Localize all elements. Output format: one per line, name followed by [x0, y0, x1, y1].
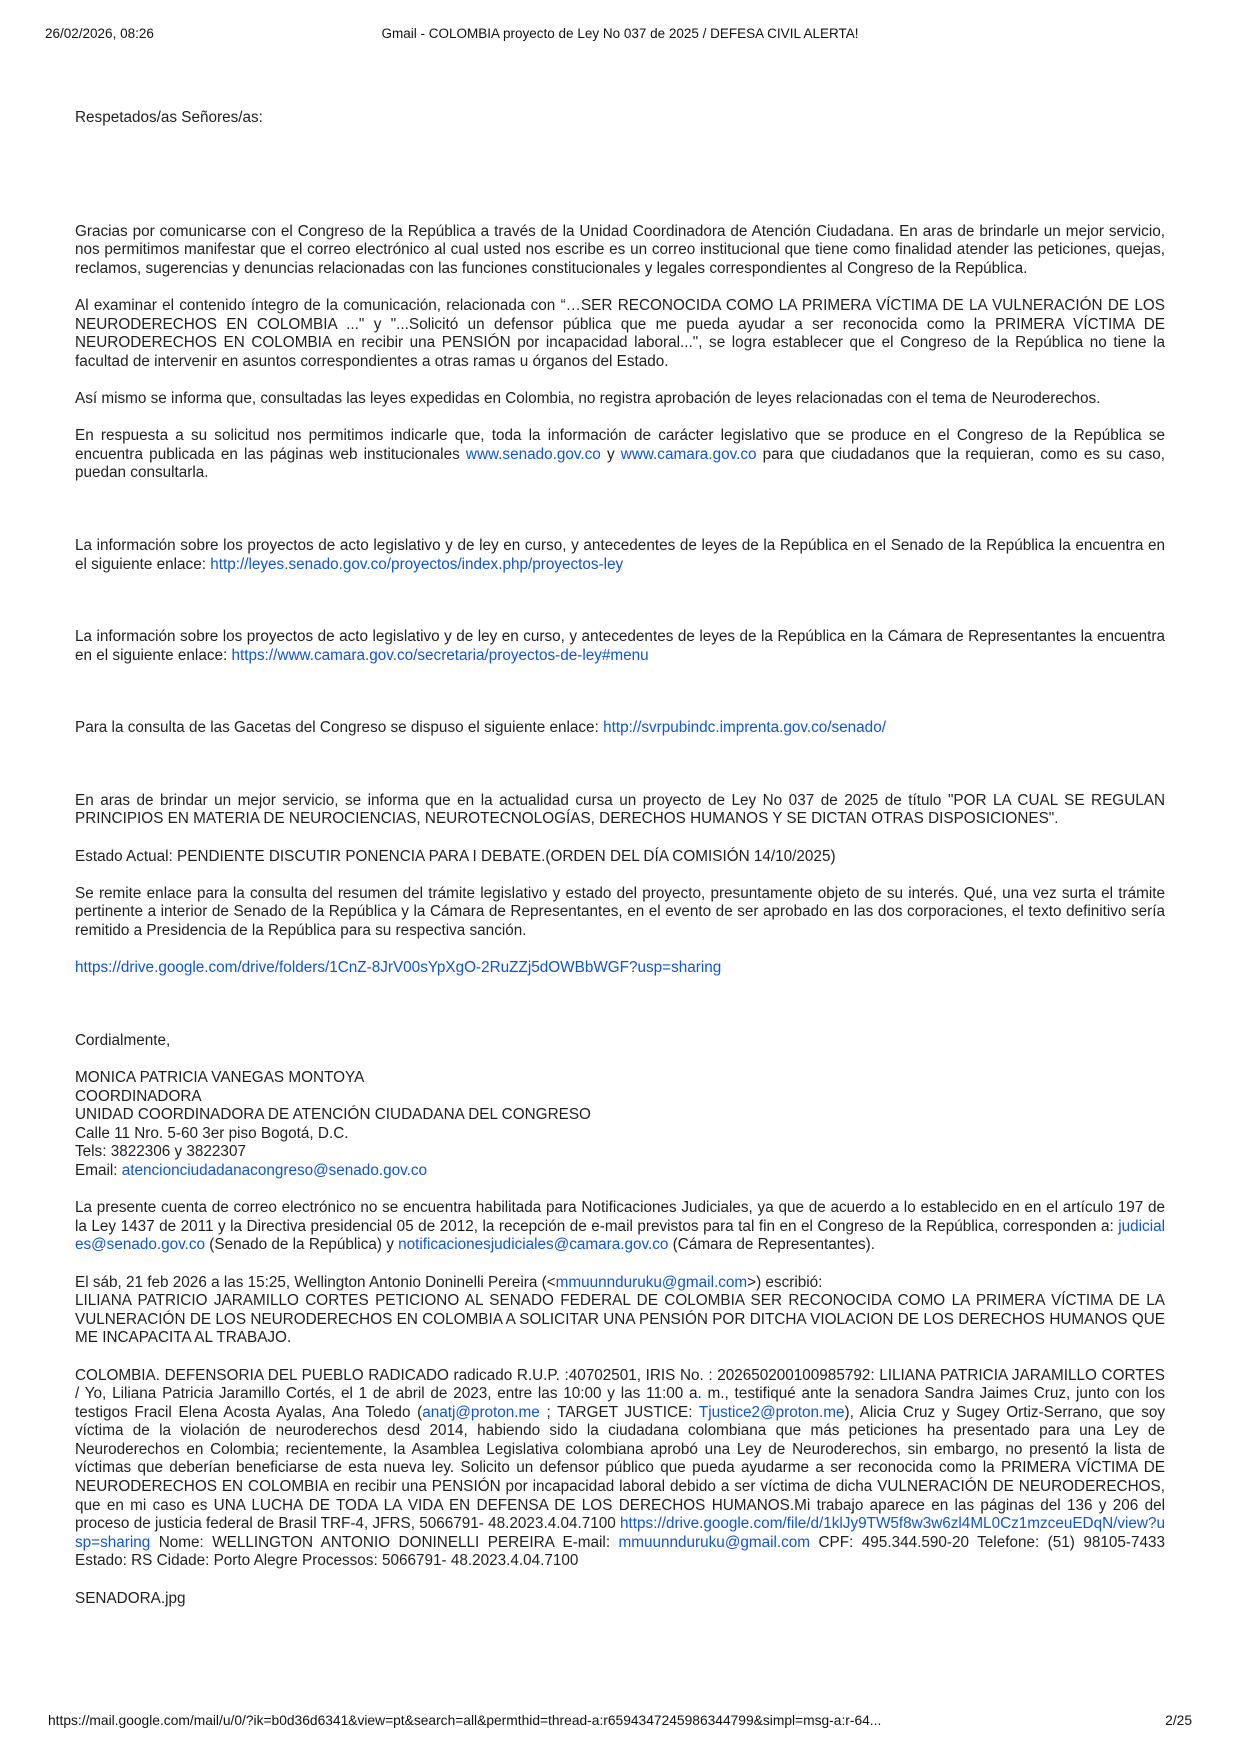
print-header [0, 26, 1240, 41]
closing-paragraph: Cordialmente, [75, 1031, 171, 1049]
analysis-paragraph: Al examinar el contenido íntegro de la comunicación, relacionada con “…SER RECONOCIDA COMO LA PRIMERA VÍCTIMA DE LA VULNERACIÓN DE LOS NEURODERECHOS EN COLOMBIA ..." y "...Solicitó un defensor pública que me pueda ayudar a ser reconocida como la PRIMERA VÍCTIMA DE NEURODERECHOS EN COLOMBIA en recibir una PENSIÓN por incapacidad laboral...", se logra establecer que el Congreso de la República no tiene la facultad de intervenir en asuntos correspondientes a otras ramas u órganos del Estado. [75, 296, 1165, 370]
camara-proyectos-link[interactable]: https://www.camara.gov.co/secretaria/proyectos-de-ley#menu [231, 646, 649, 664]
leyes-consultadas-paragraph: Así mismo se informa que, consultadas las leyes expedidas en Colombia, no registra aprobación de leyes relacionadas con el tema de Neuroderechos. [75, 389, 1101, 407]
sender-email-link[interactable]: mmuunnduruku@gmail.com [555, 1273, 748, 1291]
info-senado-paragraph: La información sobre los proyectos de acto legislativo y de ley en curso, y antecedentes de leyes de la República en el Senado de la República la encuentra en el siguiente enlace: http://leyes.senado.gov.co/proyectos/index.php/proyectos-ley [75, 536, 1165, 573]
print-footer [0, 1713, 1240, 1728]
gacetas-link[interactable]: http://svrpubindc.imprenta.gov.co/senado/ [603, 719, 886, 737]
reply-subject-paragraph: LILIANA PATRICIO JARAMILLO CORTES PETICIONO AL SENADO FEDERAL DE COLOMBIA SER RECONOCIDA COMO LA PRIMERA VÍCTIMA DE LA VULNERACIÓN DE LOS NEURODERECHOS EN COLOMBIA A SOLICITAR UNA PENSIÓN POR DITCHA VIOLACION DE LOS DERECHOS HUMANOS QUE ME INCAPACITA AL TRABAJO. [75, 1292, 1165, 1347]
page-number: 2/25 [1165, 1713, 1192, 1728]
notificaciones-judiciales-email-link[interactable]: notificacionesjudiciales@camara.gov.co [398, 1236, 669, 1254]
info-camara-paragraph: La información sobre los proyectos de acto legislativo y de ley en curso, y antecedentes de leyes de la República en la Cámara de Representantes la encuentra en el siguiente enlace: https://www.camara.gov.co/secretaria/proyectos-de-ley#menu [75, 628, 1165, 664]
intro-paragraph: Gracias por comunicarse con el Congreso de la República a través de la Unidad Coordinadora de Atención Ciudadana. En aras de brindarle un mejor servicio, nos permitimos manifestar que el correo electrónico al cual usted nos escribe es un correo institucional que tiene como finalidad atender las peticiones, quejas, reclamos, sugerencias y denuncias relacionadas con las funciones constitucionales y legales correspondientes al Congreso de la República. [75, 222, 1165, 277]
drive-folder-link[interactable]: https://drive.google.com/drive/folders/1CnZ-8JrV00sYpXgO-2RuZZj5dOWBbWGF?usp=sharing [75, 959, 722, 977]
reply-body-paragraph: COLOMBIA. DEFENSORIA DEL PUEBLO RADICADO radicado R.U.P. :40702501, IRIS No. : 202650200100985792: LILIANA PATRICIA JARAMILLO CORTES / Yo, Liliana Patricia Jaramillo Cortés, el 1 de abril de 2023, entre las 10:00 y las 11:00 a. m., testifiqué ante la senadora Sandra Jaimes Cruz, junto con los testigos Fracil Elena Acosta Ayalas, Ana Toledo (anatj@proton.me ; TARGET JUSTICE: Tjustice2@proton.me), Alicia Cruz y Sugey Ortiz-Serrano, que soy víctima de la violación de neuroderechos desd 2014, habiendo sido la ciudadana colombiana que más peticiones ha presentado para una Ley de Neuroderechos en Colombia; recientemente, la Asamblea Legislativa colombiana aprobó una Ley de Neuroderechos, sin embargo, no presentó la lista de víctimas que deberían beneficiarse de esta nueva ley. Solicito un defensor público que pueda ayudarme a ser reconocida como la PRIMERA VÍCTIMA DE NEURODERECHOS EN COLOMBIA en recibir una PENSIÓN por incapacidad laboral debido a ser víctima de dicha VULNERACIÓN DE NEURODERECHOS, que en mi caso es UNA LUCHA DE TODA LA VIDA EN DEFENSA DE LOS DERECHOS HUMANOS.Mi trabajo aparece en las páginas del 136 y 206 del proceso de justicia federal de Brasil TRF-4, JFRS, 5066791- 48.2023.4.04.7100 https://drive.google.com/file/d/1klJy9TW5f8w3w6zl4ML0Cz1mzceuEDqN/view?usp=sharing Nome: WELLINGTON ANTONIO DONINELLI PEREIRA E-mail: mmuunnduruku@gmail.com CPF: 495.344.590-20 Telefone: (51) 98105-7433 Estado: RS Cidade: Porto Alegre Processos: 5066791- 48.2023.4.04.7100 [75, 1366, 1165, 1570]
signature-block: MONICA PATRICIA VANEGAS MONTOYA COORDINADORA UNIDAD COORDINADORA DE ATENCIÓN CIUDADANA DEL CONGRESO Calle 11 Nro. 5-60 3er piso Bogotá, D.C. Tels: 3822306 y 3822307 Email: atencionciudadanacongreso@senado.gov.co [75, 1069, 591, 1179]
footer-url: https://mail.google.com/mail/u/0/?ik=b0d36d6341&view=pt&search=all&permthid=thread-a:r6594347245986344799&simpl=msg-a:r-64... [48, 1713, 882, 1728]
proyecto-ley-paragraph: En aras de brindar un mejor servicio, se informa que en la actualidad cursa un proyecto de Ley No 037 de 2025 de título "POR LA CUAL SE REGULAN PRINCIPIOS EN MATERIA DE NEUROCIENCIAS, NEUROTECNOLOGÍAS, DERECHOS HUMANOS Y SE DICTAN OTRAS DISPOSICIONES". [75, 791, 1165, 828]
estado-actual-paragraph: Estado Actual: PENDIENTE DISCUTIR PONENCIA PARA I DEBATE.(ORDEN DEL DÍA COMISIÓN 14/10/2025) [75, 847, 836, 865]
drive-folder-paragraph [75, 959, 1165, 978]
sender-email-link-2[interactable]: mmuunnduruku@gmail.com [618, 1533, 811, 1551]
camara-website-link[interactable]: www.camara.gov.co [620, 445, 757, 463]
reply-header: El sáb, 21 feb 2026 a las 15:25, Wellington Antonio Doninelli Pereira (<mmuunnduruku@gmail.com>) escribió: [75, 1273, 823, 1291]
anatj-email-link[interactable]: anatj@proton.me [422, 1403, 540, 1421]
atencion-email-link[interactable]: atencionciudadanacongreso@senado.gov.co [121, 1161, 428, 1179]
senado-proyectos-link[interactable]: http://leyes.senado.gov.co/proyectos/index.php/proyectos-ley [210, 555, 624, 573]
respuesta-paragraph: En respuesta a su solicitud nos permitimos indicarle que, toda la información de carácter legislativo que se produce en el Congreso de la República se encuentra publicada en las páginas web institucionales www.senado.gov.co y www.camara.gov.co para que ciudadanos que la requieran, como es su caso, puedan consultarla. [75, 427, 1165, 482]
greeting: Respetados/as Señores/as: [75, 109, 263, 126]
email-body [75, 109, 1165, 1627]
gacetas-paragraph: Para la consulta de las Gacetas del Congreso se dispuso el siguiente enlace: http://svrpubindc.imprenta.gov.co/senado/ [75, 719, 886, 737]
drive-file-link[interactable]: https://drive.google.com/file/d/1klJy9TW5f8w3w6zl4ML0Cz1mzceuEDqN/view?usp=sharing [75, 1515, 1165, 1551]
tjustice-email-link[interactable]: Tjustice2@proton.me [698, 1403, 845, 1421]
se-remite-paragraph: Se remite enlace para la consulta del resumen del trámite legislativo y estado del proyecto, presuntamente objeto de su interés. Qué, una vez surta el trámite pertinente a interior de Senado de la República y la Cámara de Representantes, en el evento de ser aprobado en las dos corporaciones, el texto definitivo sería remitido a Presidencia de la República para su respectiva sanción. [75, 884, 1165, 940]
print-title: Gmail - COLOMBIA proyecto de Ley No 037 de 2025 / DEFESA CIVIL ALERTA! [381, 26, 859, 41]
print-timestamp: 26/02/2026, 08:26 [45, 26, 154, 41]
judiciales-email-link[interactable]: judiciales@senado.gov.co [75, 1217, 1165, 1254]
attachment-name: SENADORA.jpg [75, 1589, 186, 1607]
senado-website-link[interactable]: www.senado.gov.co [465, 445, 601, 463]
notificaciones-paragraph: La presente cuenta de correo electrónico no se encuentra habilitada para Notificaciones Judiciales, ya que de acuerdo a lo establecido en en el artículo 197 de la Ley 1437 de 2011 y la Directiva presidencial 05 de 2012, la recepción de e-mail previstos para tal fin en el Congreso de la República, corresponden a: judiciales@senado.gov.co (Senado de la República) y notificacionesjudiciales@camara.gov.co (Cámara de Representantes). [75, 1199, 1165, 1254]
